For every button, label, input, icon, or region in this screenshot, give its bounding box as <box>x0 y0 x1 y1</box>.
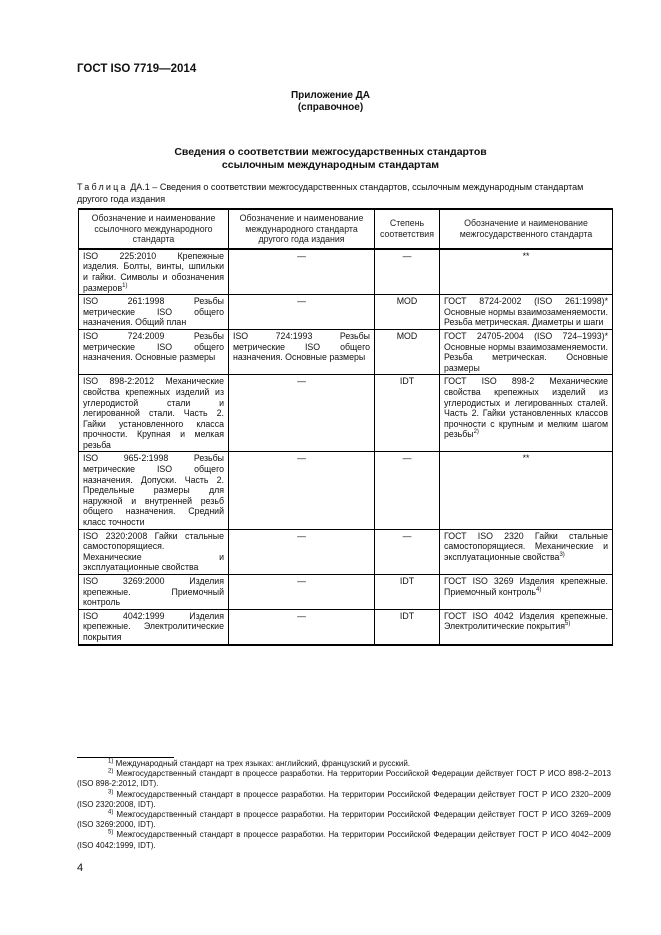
ref-standard-cell: ISO 225:2010 Крепежные изделия. Болты, винты, шпильки и гайки. Символы и обозначения размеров$^{1)}$ <box>79 249 229 295</box>
other-year-cell: — <box>229 375 375 452</box>
table-caption-text: ДА.1 – Сведения о соответствии межгосударственных стандартов, ссылочным международным стандартам другого года издания <box>77 182 584 204</box>
table-row <box>79 575 613 610</box>
table-row <box>79 529 613 574</box>
degree-cell: — <box>375 452 440 529</box>
table-row <box>79 452 613 529</box>
degree-cell: — <box>375 249 440 295</box>
degree-cell: IDT <box>375 609 440 644</box>
appendix-heading <box>0 90 661 114</box>
other-year-cell: — <box>229 452 375 529</box>
ref-standard-cell: ISO 3269:2000 Изделия крепежные. Приемочный контроль <box>79 575 229 610</box>
gost-cell: ГОСТ ISO 898-2 Механические свойства крепежных изделий из углеродистых и легированных сталей. Часть 2. Гайки установленных классов прочности с крупным и мелким шагом резьбы$^{2)}$ <box>440 375 613 452</box>
table-row <box>79 375 613 452</box>
table-row <box>79 295 613 330</box>
table-caption-word: Таблица <box>77 182 128 192</box>
footnote: $^{5)}$ Межгосударственный стандарт в процессе разработки. На территории Российской Федерации действует ГОСТ Р ИСО 4042–2009 (ISO 4042:1999, IDT). <box>77 829 611 850</box>
page-number: 4 <box>77 862 84 874</box>
ref-standard-cell: ISO 898-2:2012 Механические свойства крепежных изделий из углеродистой стали и легированной стали. Часть 2. Гайки установленного класса прочности. Крупная и мелкая резьба <box>79 375 229 452</box>
footnote: $^{4)}$ Межгосударственный стандарт в процессе разработки. На территории Российской Федерации действует ГОСТ Р ИСО 3269–2009 (ISO 3269:2000, IDT). <box>77 809 611 830</box>
header-other-year-standard: Обозначение и наименование международного стандарта другого года издания <box>229 209 375 249</box>
footnote: $^{2)}$ Межгосударственный стандарт в процессе разработки. На территории Российской Федерации действует ГОСТ Р ИСО 898-2–2013 (ISO 898-2:2012, IDT). <box>77 768 611 789</box>
correspondence-table <box>78 208 613 646</box>
table-row <box>79 329 613 374</box>
ref-standard-cell: ISO 724:2009 Резьбы метрические ISO общего назначения. Основные размеры <box>79 329 229 374</box>
ref-standard-cell: ISO 261:1998 Резьбы метрические ISO общего назначения. Общий план <box>79 295 229 330</box>
appendix-name: Приложение ДА <box>290 90 371 101</box>
footnote: $^{1)}$ Международный стандарт на трех языках: английский, французский и русский. <box>108 758 411 768</box>
header-interstate-standard: Обозначение и наименование межгосударственного стандарта <box>440 209 613 249</box>
document-standard-id: ГОСТ ISO 7719—2014 <box>77 63 197 75</box>
gost-cell: ** <box>440 452 613 529</box>
ref-standard-cell: ISO 2320:2008 Гайки стальные самостопорящиеся. Механические и эксплуатационные свойства <box>79 529 229 574</box>
other-year-cell: — <box>229 295 375 330</box>
gost-cell: ГОСТ 8724-2002 (ISO 261:1998)* Основные нормы взаимозаменяемости. Резьба метрическая. Диаметры и шаги <box>440 295 613 330</box>
gost-cell: ГОСТ ISO 3269 Изделия крепежные. Приемочный контроль$^{4)}$ <box>440 575 613 610</box>
other-year-cell: — <box>229 529 375 574</box>
other-year-cell: ISO 724:1993 Резьбы метрические ISO общего назначения. Основные размеры <box>229 329 375 374</box>
appendix-status: (справочное) <box>297 102 364 113</box>
ref-standard-cell: ISO 965-2:1998 Резьбы метрические ISO общего назначения. Допуски. Часть 2. Предельные размеры для наружной и внутренней резьб общего назначения. Средний класс точности <box>79 452 229 529</box>
other-year-cell: — <box>229 249 375 295</box>
footnotes <box>77 759 611 851</box>
table-row <box>79 609 613 644</box>
header-degree: Степень соответствия <box>375 209 440 249</box>
degree-cell: IDT <box>375 575 440 610</box>
degree-cell: MOD <box>375 329 440 374</box>
header-reference-standard: Обозначение и наименование ссылочного международного стандарта <box>79 209 229 249</box>
gost-cell: ГОСТ ISO 4042 Изделия крепежные. Электролитические покрытия$^{5)}$ <box>440 609 613 644</box>
degree-cell: — <box>375 529 440 574</box>
degree-cell: MOD <box>375 295 440 330</box>
footnote: $^{3)}$ Межгосударственный стандарт в процессе разработки. На территории Российской Федерации действует ГОСТ Р ИСО 2320–2009 (ISO 2320:2008, IDT). <box>77 788 611 809</box>
degree-cell: IDT <box>375 375 440 452</box>
ref-standard-cell: ISO 4042:1999 Изделия крепежные. Электролитические покрытия <box>79 609 229 644</box>
other-year-cell: — <box>229 609 375 644</box>
table-row <box>79 249 613 295</box>
section-title-line-1: Сведения о соответствии межгосударственных стандартов <box>174 146 487 158</box>
table-caption <box>77 182 607 205</box>
table-header-row <box>79 209 613 249</box>
section-title <box>0 146 661 172</box>
section-title-line-2: ссылочным международным стандартам <box>221 159 440 171</box>
gost-cell: ** <box>440 249 613 295</box>
other-year-cell: — <box>229 575 375 610</box>
footnote-separator <box>77 757 174 758</box>
gost-cell: ГОСТ 24705-2004 (ISO 724–1993)* Основные нормы взаимозаменяемости. Резьба метрическая. Основные размеры <box>440 329 613 374</box>
gost-cell: ГОСТ ISO 2320 Гайки стальные самостопорящиеся. Механические и эксплуатационные свойства$^{3)}$ <box>440 529 613 574</box>
